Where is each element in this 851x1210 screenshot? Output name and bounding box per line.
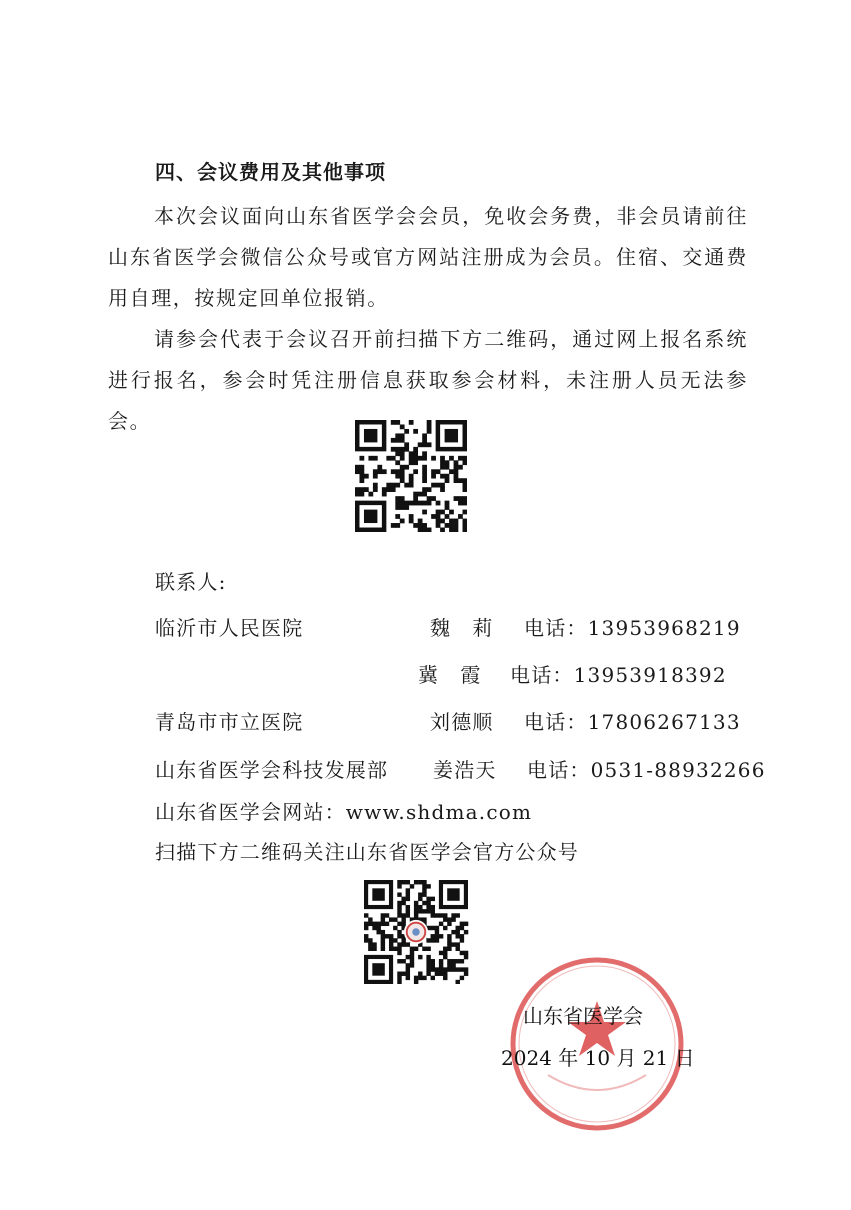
scan-note: 扫描下方二维码关注山东省医学会官方公众号 <box>155 840 579 864</box>
registration-paragraph: 请参会代表于会议召开前扫描下方二维码，通过网上报名系统进行报名，参会时凭注册信息获取参会材料，未注册人员无法参会。 <box>108 327 748 433</box>
contact-name: 冀 霞 <box>418 663 482 687</box>
issuer-name: 山东省医学会 <box>523 1004 643 1028</box>
contacts-label: 联系人: <box>155 570 227 594</box>
contact-phone: 电话：13953918392 <box>510 663 727 687</box>
registration-qr-code <box>355 420 467 532</box>
contact-phone: 电话：0531-88932266 <box>527 758 766 782</box>
fee-paragraph: 本次会议面向山东省医学会会员，免收会务费，非会员请前往山东省医学会微信公众号或官方网站注册成为会员。住宿、交通费用自理，按规定回单位报销。 <box>108 204 748 310</box>
contact-org: 临沂市人民医院 <box>155 616 304 640</box>
contact-phone: 电话：13953968219 <box>524 616 741 640</box>
official-account-qr-code <box>360 880 472 984</box>
contact-phone: 电话：17806267133 <box>524 710 741 734</box>
section-heading: 四、会议费用及其他事项 <box>155 160 386 184</box>
contact-org: 山东省医学会科技发展部 <box>155 758 389 782</box>
contact-name: 刘德顺 <box>430 710 494 734</box>
issue-date: 2024 年 10 月 21 日 <box>501 1046 695 1070</box>
contact-name: 姜浩天 <box>433 758 497 782</box>
contact-org: 青岛市市立医院 <box>155 710 304 734</box>
website-line: 山东省医学会网站：www.shdma.com <box>155 800 533 824</box>
contact-name: 魏 莉 <box>430 616 494 640</box>
